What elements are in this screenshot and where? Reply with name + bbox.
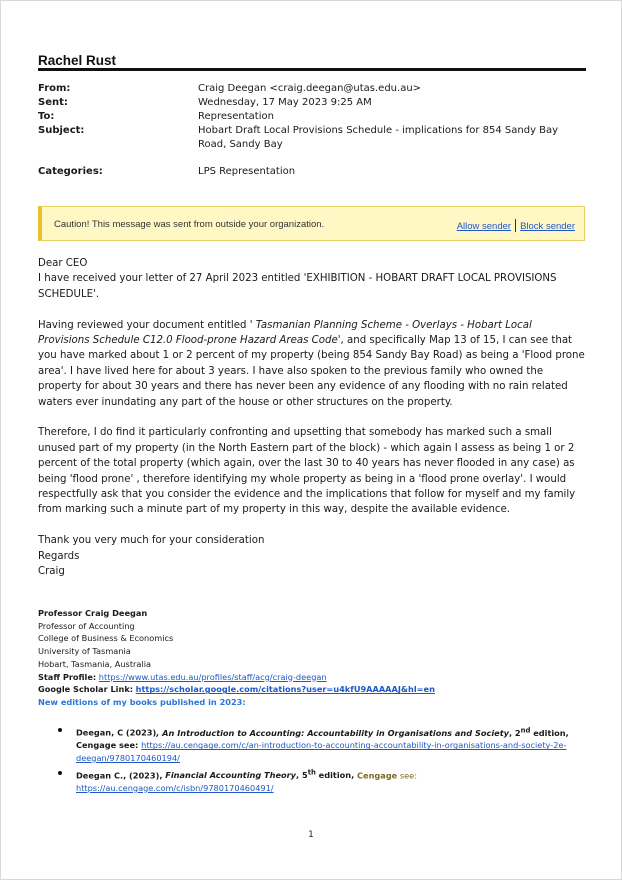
scholar-label: Google Scholar Link:: [38, 684, 134, 695]
signature-name: Professor Craig Deegan: [38, 608, 148, 618]
signature-university: University of Tasmania: [38, 646, 131, 657]
to-label: To:: [38, 111, 55, 122]
greeting: Dear CEO: [38, 258, 88, 269]
sender-name: Rachel Rust: [38, 53, 117, 68]
scholar-row: [38, 683, 598, 696]
sign-off-name: Craig: [38, 566, 65, 578]
sent-label: Sent:: [38, 97, 68, 108]
thanks-line: Thank you very much for your consideration: [38, 535, 265, 547]
book-edition-text: edition, Cengage see:: [76, 727, 569, 751]
signature-title: Professor of Accounting: [38, 620, 135, 631]
book-edition-number: , 2: [508, 727, 521, 738]
book-publisher: Cengage: [357, 770, 398, 781]
p2-rest: ', and specifically Map 13 of 15, I can see that you have marked about 1 or 2 percent of my property (being 854 Sandy Bay Road) as being a 'Flood prone area'. I have lived here for about 3 years. I have also spoken to the previous family who owned the property for about 30 years and there has never been any evidence of any flooding with no rain related waters ever inundating any part of the house or other structures on the property.: [38, 335, 585, 408]
list-item: [58, 767, 578, 795]
from-label: From:: [38, 83, 71, 94]
document-title: Tasmanian Planning Scheme - Overlays - Hobart Local Provisions Schedule C12.0 Flood-prone Hazard Areas Code: [38, 319, 532, 347]
staff-profile-link[interactable]: https://www.utas.edu.au/profiles/staff/acg/craig-deegan: [98, 671, 327, 682]
book-link[interactable]: https://au.cengage.com/c/isbn/9780170460491/: [76, 782, 274, 793]
book-edition-suffix: th: [307, 768, 316, 777]
books-list: [58, 724, 578, 796]
p2-lead: Having reviewed your document entitled ': [38, 319, 256, 331]
sent-value: Wednesday, 17 May 2023 9:25 AM: [198, 97, 372, 108]
book-title: Financial Accounting Theory: [165, 770, 297, 781]
allow-sender-link[interactable]: Allow sender: [456, 221, 512, 232]
paragraph-letter-received: I have received your letter of 27 April 2023 entitled 'EXHIBITION - HOBART DRAFT LOCAL PROVISIONS SCHEDULE'.: [38, 273, 557, 300]
staff-profile-row: [38, 671, 598, 684]
paragraph-document-review: [38, 318, 586, 410]
regards-line: Regards: [38, 550, 80, 562]
scholar-link[interactable]: https://scholar.google.com/citations?user=u4kfU9AAAAAJ&hl=en: [135, 684, 435, 695]
signature-location: Hobart, Tasmania, Australia: [38, 658, 151, 669]
staff-profile-label: Staff Profile:: [38, 671, 97, 682]
bullet-icon: [58, 728, 62, 732]
book-link[interactable]: https://au.cengage.com/c/an-introduction-to-accounting-accountability-in-organisations-and-society-2e-deegan/9780170460194/: [76, 740, 567, 763]
subject-label: Subject:: [38, 125, 85, 136]
book-edition-number: , 5: [296, 770, 308, 781]
book-see: see:: [397, 770, 417, 781]
block-sender-link[interactable]: Block sender: [520, 221, 575, 232]
sender-actions: [457, 219, 575, 232]
book-title: , An Introduction to Accounting: Accountability in Organisations and Society: [156, 727, 509, 738]
bullet-icon: [58, 771, 62, 775]
book-edition-text: edition,: [315, 770, 358, 781]
book-author: Deegan C., (2023),: [76, 770, 166, 781]
external-sender-banner: [38, 206, 585, 241]
list-item: [58, 724, 578, 765]
email-signature: [38, 607, 598, 709]
book-edition-suffix: nd: [520, 726, 531, 734]
categories-value: LPS Representation: [198, 166, 296, 177]
caution-message: Caution! This message was sent from outside your organization.: [54, 219, 325, 230]
categories-label: Categories:: [38, 166, 103, 177]
email-body: [38, 256, 586, 579]
book-author: Deegan, C (2023): [76, 727, 157, 738]
from-value[interactable]: Craig Deegan <craig.deegan@utas.edu.au>: [198, 83, 422, 94]
header-divider: [38, 68, 586, 71]
signature-college: College of Business & Economics: [38, 633, 174, 644]
page-number: 1: [308, 830, 314, 840]
books-heading: New editions of my books published in 2023:: [38, 696, 246, 707]
to-value: Representation: [198, 111, 274, 122]
link-separator: [515, 219, 516, 232]
subject-value: Hobart Draft Local Provisions Schedule - implications for 854 Sandy Bay Road, Sandy Bay: [198, 125, 559, 150]
paragraph-request: Therefore, I do find it particularly confronting and upsetting that somebody has marked such a small unused part of my property (in the North Eastern part of the block) - which again I assess as being 1 or 2 percent of the total property (which again, over the last 30 to 40 years has never flooded in any case) as being 'flood prone' , therefore identifying my whole property as being in a 'flood prone overlay'. I would respectfully ask that you consider the evidence and the implications that follow for myself and my family from marking such a minute part of my property in this way, despite the available evidence.: [38, 427, 576, 516]
